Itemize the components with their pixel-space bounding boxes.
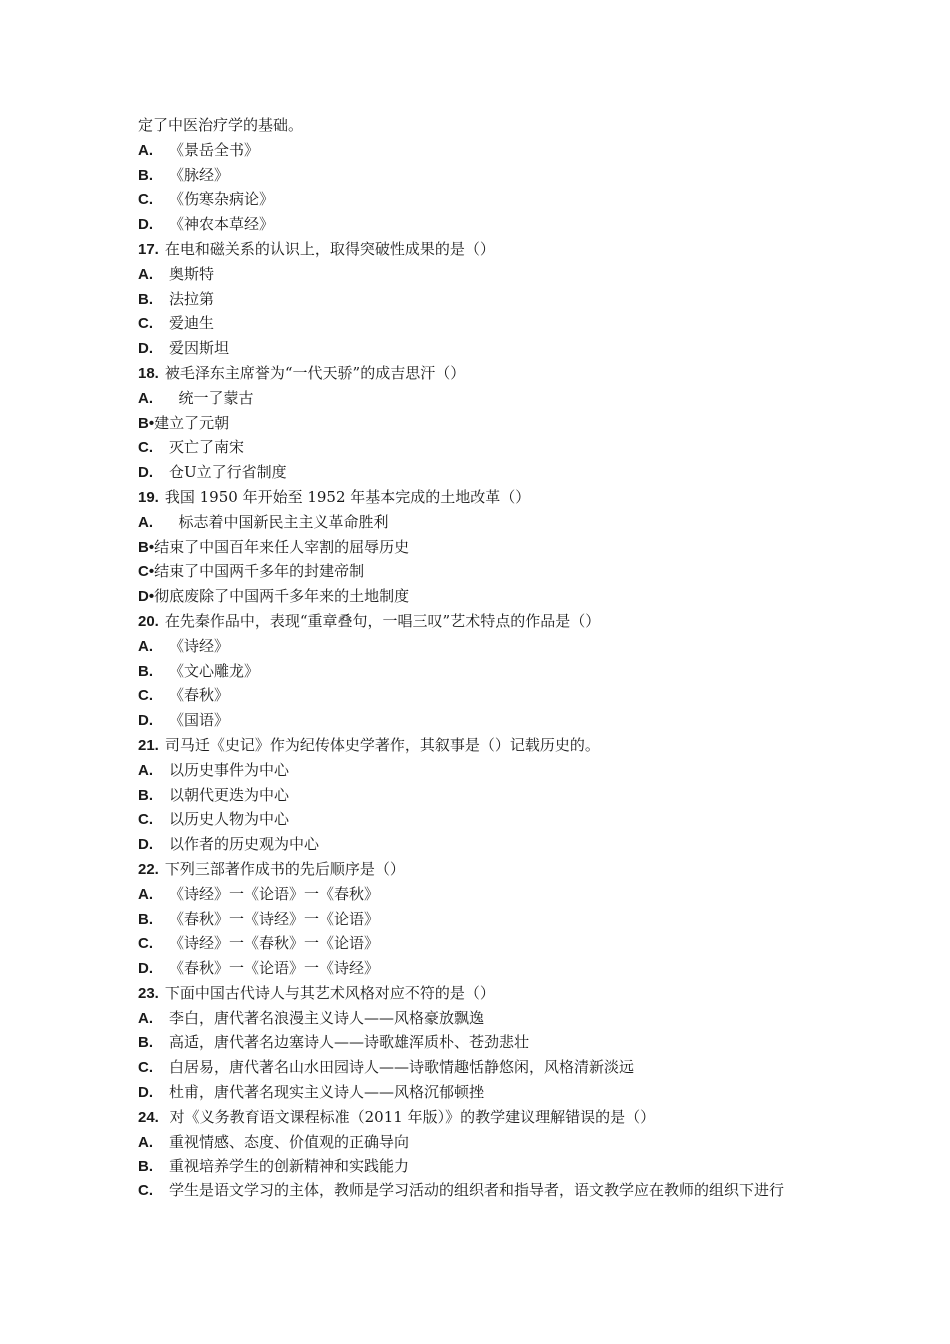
- option-b: B•结束了中国百年来任人宰割的屈辱历史: [138, 537, 410, 556]
- option-c: C. 爱迪生: [138, 314, 215, 333]
- question-text: 24. 对《义务教育语文课程标准（2011 年版）》的教学建议理解错误的是（）: [138, 1107, 656, 1126]
- option-a: A. 李白，唐代著名浪漫主义诗人——风格豪放飘逸: [138, 1008, 485, 1027]
- option-d: D. 杜甫，唐代著名现实主义诗人——风格沉郁顿挫: [138, 1083, 485, 1102]
- question-text: 19. 我国 1950 年开始至 1952 年基本完成的土地改革（）: [138, 487, 531, 506]
- question-20: [138, 609, 828, 733]
- question-text: 21. 司马迁《史记》作为纪传体史学著作，其叙事是（）记载历史的。: [138, 735, 600, 754]
- option-c: C. 《诗经》一《春秋》一《论语》: [138, 934, 380, 953]
- question-text: 22. 下列三部著作成书的先后顺序是（）: [138, 859, 405, 878]
- option-c: C. 白居易，唐代著名山水田园诗人——诗歌情趣恬静悠闲，风格清新淡远: [138, 1058, 635, 1077]
- option-a: A. 统一了蒙古: [138, 388, 254, 407]
- option-d: D. 《神农本草经》: [138, 215, 275, 234]
- option-c: C. 灭亡了南宋: [138, 438, 245, 457]
- option-d: D. 以作者的历史观为中心: [138, 835, 320, 854]
- question-21: [138, 733, 828, 857]
- option-a: A. 《诗经》: [138, 636, 230, 655]
- option-b: B. 《春秋》一《诗经》一《论语》: [138, 909, 380, 928]
- option-c: C. 以历史人物为中心: [138, 810, 290, 829]
- option-b: B. 高适，唐代著名边塞诗人——诗歌雄浑质朴、苍劲悲壮: [138, 1033, 530, 1052]
- option-a: A. 奥斯特: [138, 264, 215, 283]
- question-18: [138, 361, 828, 485]
- question-text: 23. 下面中国古代诗人与其艺术风格对应不符的是（）: [138, 983, 495, 1002]
- question-22: [138, 857, 828, 981]
- question-text: 17. 在电和磁关系的认识上，取得突破性成果的是（）: [138, 239, 495, 258]
- option-a: A. 《景岳全书》: [138, 140, 260, 159]
- option-a: A. 标志着中国新民主主义革命胜利: [138, 512, 389, 531]
- option-c: C•结束了中国两千多年的封建帝制: [138, 562, 365, 581]
- option-c: C. 学生是语文学习的主体，教师是学习活动的组织者和指导者，语文教学应在教师的组织下进行: [138, 1181, 785, 1200]
- option-a: A. 以历史事件为中心: [138, 760, 290, 779]
- document-page: [138, 113, 828, 1202]
- option-c: C. 《春秋》: [138, 686, 230, 705]
- question-text: 18. 被毛泽东主席誉为“一代天骄”的成吉思汗（）: [138, 363, 466, 382]
- question-19: [138, 485, 828, 609]
- option-d: D. 《国语》: [138, 711, 230, 730]
- option-d: D. 仓U立了行省制度: [138, 463, 287, 482]
- option-d: D. 《春秋》一《论语》一《诗经》: [138, 959, 380, 978]
- option-b: B. 《脉经》: [138, 165, 230, 184]
- intro-text: 定了中医治疗学的基础。: [138, 116, 304, 134]
- option-b: B. 以朝代更迭为中心: [138, 785, 290, 804]
- option-c: C. 《伤寒杂病论》: [138, 190, 275, 209]
- option-b: B. 重视培养学生的创新精神和实践能力: [138, 1157, 410, 1176]
- question-17: [138, 237, 828, 361]
- option-d: D•彻底废除了中国两千多年来的土地制度: [138, 587, 410, 606]
- option-b: B. 《文心雕龙》: [138, 661, 260, 680]
- option-b: B. 法拉第: [138, 289, 215, 308]
- option-a: A. 《诗经》一《论语》一《春秋》: [138, 884, 380, 903]
- option-b: B•建立了元朝: [138, 413, 230, 432]
- question-text: 20. 在先秦作品中，表现“重章叠句，一唱三叹”艺术特点的作品是（）: [138, 611, 601, 630]
- question-24: [138, 1105, 828, 1202]
- option-a: A. 重视情感、态度、价值观的正确导向: [138, 1132, 410, 1151]
- option-d: D. 爱因斯坦: [138, 339, 230, 358]
- question-16-options: [138, 138, 828, 237]
- question-23: [138, 981, 828, 1105]
